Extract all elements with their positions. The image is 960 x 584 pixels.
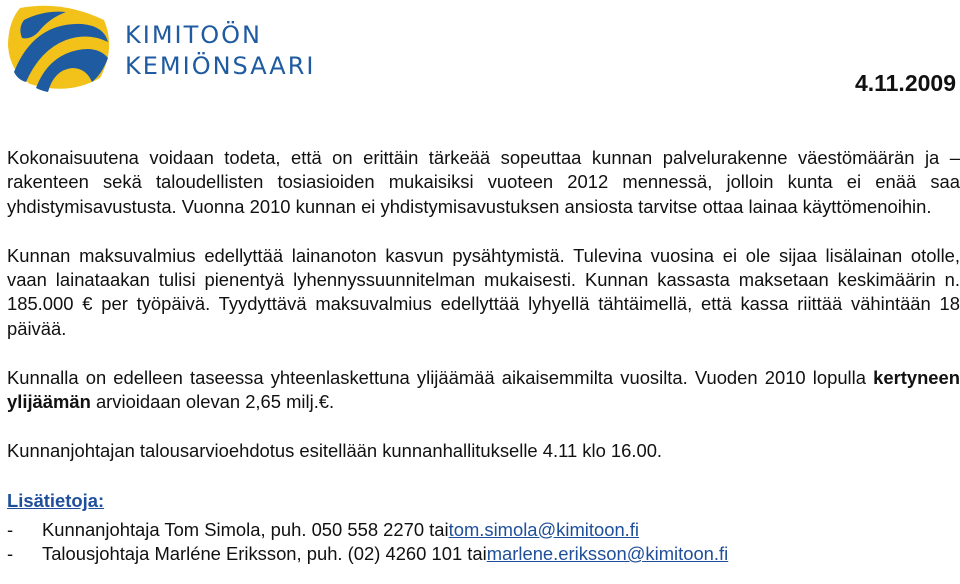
paragraph-savings-requirement: Kokonaisuutena voidaan todeta, että on erittäin tärkeää sopeuttaa kunnan palvelurakenne väestömäärän ja – rakenteen sekä taloudellisten tosiasioiden mukaisiksi vuoteen 2012 mennessä, jolloin kunta ei enää saa yhdistymisavustusta. Vuonna 2010 kunnan ei yhdistymisavustuksen ansiosta tarvitse ottaa lainaa käyttömenoihin. xyxy=(7,147,960,217)
email-link-marlene-eriksson[interactable]: marlene.eriksson@kimitoon.fi xyxy=(486,543,729,565)
paragraph-surplus-text-end: arvioidaan olevan 2,65 milj.€. xyxy=(90,391,335,413)
contact-text: Kunnanjohtaja Tom Simola, puh. 050 558 2270 tai xyxy=(42,518,449,540)
paragraph-surplus xyxy=(7,366,960,415)
logo-emblem-icon xyxy=(4,2,116,94)
paragraph-surplus-text-start: Kunnalla on edelleen taseessa yhteenlaskettuna ylijäämää aikaisemmilta vuosilta. Vuoden 2010 lopulla xyxy=(7,366,874,388)
paragraph-surplus-bold: kertyneen ylijäämän xyxy=(7,366,960,413)
contacts-heading: Lisätietoja: xyxy=(7,490,105,512)
document-date: 4.11.2009 xyxy=(854,70,956,96)
contact-dash: - xyxy=(7,518,14,540)
contact-text: Talousjohtaja Marléne Eriksson, puh. (02) 4260 101 tai xyxy=(42,543,487,565)
contact-dash: - xyxy=(7,543,14,565)
logo-text-kemionsaari: KEMIÖNSAARI xyxy=(125,52,316,80)
paragraph-budget-presentation: Kunnanjohtajan talousarvioehdotus esitellään kunnanhallitukselle 4.11 klo 16.00. xyxy=(7,439,663,461)
municipality-logo xyxy=(4,2,334,94)
document-body xyxy=(7,146,960,566)
email-link-tom-simola[interactable]: tom.simola@kimitoon.fi xyxy=(448,518,639,540)
logo-text-kimitoon: KIMITOÖN xyxy=(125,21,262,49)
contact-item xyxy=(7,518,960,542)
contact-item xyxy=(7,542,960,566)
paragraph-liquidity: Kunnan maksuvalmius edellyttää lainanoton kasvun pysähtymistä. Tulevina vuosina ei ole sijaa lisälainan otolle, vaan lainataakan tulisi pienentyä lyhennyssuunnitelman mukaisesti. Kunnan kassasta maksetaan keskimäärin n. 185.000 € per työpäivä. Tyydyttävä maksuvalmius edellyttää lyhyellä tähtäimellä, että kassa riittää vähintään 18 päivää. xyxy=(7,244,960,339)
